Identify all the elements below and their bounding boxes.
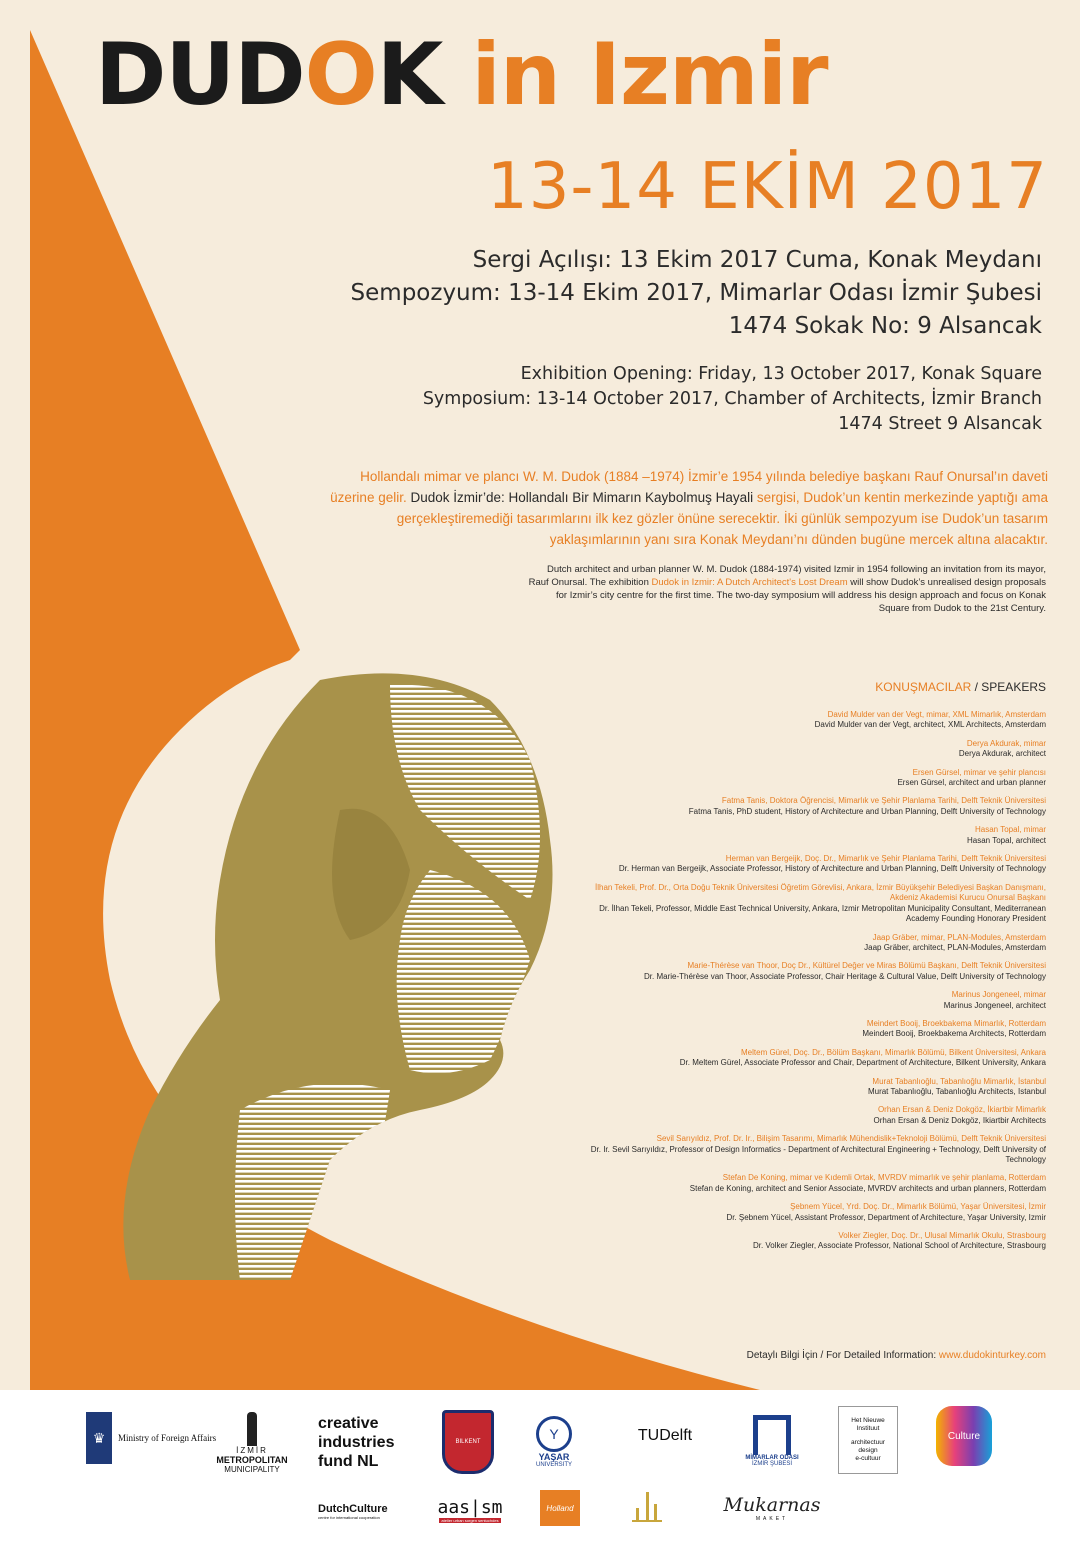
speaker-tr-line: Herman van Bergeijk, Doç. Dr., Mimarlık ve Şehir Planlama Tarihi, Delft Teknik Üniversitesi — [725, 854, 1046, 864]
izmir-label-3: MUNICIPALITY — [224, 1465, 280, 1474]
event-date: 13-14 EKİM 2017 — [486, 150, 1048, 224]
speaker-en-line: Dr. Ir. Sevil Sarıyıldız, Professor of Design Informatics - Department of Architectural Engineering + Technology, Delft University of Technology — [590, 1144, 1046, 1164]
tudelft-logo — [628, 1422, 702, 1450]
speaker-tr-line: Derya Akdurak, mimar — [966, 738, 1046, 748]
dutchculture-logo — [318, 1494, 398, 1528]
mimarlar-label-1: MİMARLAR ODASI — [745, 1455, 799, 1461]
title-o: O — [304, 25, 377, 125]
speaker-entry — [576, 933, 1046, 954]
turkish-event-info — [351, 244, 1042, 343]
detail-label: Detaylı Bilgi İçin / For Detailed Information: — [746, 1350, 937, 1361]
speaker-entry — [576, 961, 1046, 982]
speaker-en-line: Marinus Jongeneel, architect — [943, 1000, 1046, 1010]
tr-desc-part-2: sergisi, Dudok’un kentin merkezinde yaptığı ama gerçekleştiremediği tasarımlarını ilk kez gözler önüne serecektir. İki günlük sempozyum ise Dudok’un tasarım yaklaşımlarının yanı sıra Konak Meydanı’nı dünden bugüne mercek altına alacaktır. — [396, 490, 1048, 547]
het-nieuwe-instituut-logo — [838, 1406, 898, 1474]
speaker-tr-line: Volker Ziegler, Doç. Dr., Ulusal Mimarlık Okulu, Strasbourg — [838, 1231, 1046, 1241]
tr-info-line-2: Sempozyum: 13-14 Ekim 2017, Mimarlar Odası İzmir Şubesi — [350, 280, 1042, 306]
portrait-highlight-neck — [235, 1083, 390, 1280]
speaker-en-line: Hasan Topal, architect — [966, 835, 1046, 845]
sponsor-logos-footer — [0, 1390, 1080, 1543]
en-info-line-3: 1474 Street 9 Alsancak — [838, 414, 1042, 434]
speaker-tr-line: Stefan De Koning, mimar ve Kıdemli Ortak, MVRDV mimarlık ve şehir planlama, Rotterdam — [722, 1173, 1046, 1183]
speaker-tr-line: Şebnem Yücel, Yrd. Doç. Dr., Mimarlık Bölümü, Yaşar Üniversitesi, İzmir — [790, 1202, 1046, 1212]
english-event-info — [423, 362, 1042, 437]
dutchculture-sublabel: centre for international cooperation — [318, 1514, 380, 1520]
speaker-tr-line: Hasan Topal, mimar — [975, 825, 1046, 835]
speaker-en-line: Ersen Gürsel, architect and urban planner — [897, 778, 1046, 788]
yasar-university-logo — [526, 1410, 582, 1474]
culture-logo — [936, 1406, 992, 1466]
izmir-label-2: METROPOLITAN — [216, 1455, 288, 1465]
speaker-tr-line: İlhan Tekeli, Prof. Dr., Orta Doğu Teknik Üniversitesi Öğretim Görevlisi, Ankara, İzmir Büyükşehir Belediyesi Başkan Danışmanı, Akdeniz Akademisi Kurucu Onursal Başkanı — [595, 882, 1046, 903]
speaker-entry — [576, 1077, 1046, 1098]
speaker-en-line: Dr. Şebnem Yücel, Assistant Professor, Department of Architecture, Yaşar University, Izmir — [726, 1212, 1046, 1222]
poster-title — [95, 20, 1055, 130]
speaker-tr-line: Fatma Tanis, Doktora Öğrencisi, Mimarlık ve Şehir Planlama Tarihi, Delft Teknik Üniversitesi — [721, 796, 1046, 806]
tr-info-line-3: 1474 Sokak No: 9 Alsancak — [728, 313, 1042, 339]
tr-desc-part-1: Hollandalı mimar ve plancı W. M. Dudok (1884 –1974) İzmir’e 1954 yılında belediye başkanı Rauf Onursal’ın daveti üzerine gelir. — [330, 469, 1048, 505]
en-desc-part-2: will show Dudok’s unrealised design proposals for Izmir’s city centre for the first time. The two-day symposium will address his design approach and focus on Konak Square from Dudok to the 21st Century. — [556, 577, 1046, 614]
title-k: K — [376, 25, 443, 125]
mimarlar-emblem-icon — [753, 1415, 791, 1455]
mimarlar-odasi-logo — [744, 1408, 800, 1474]
speakers-heading-sep: / — [971, 680, 982, 694]
aassm-label: aas|sm — [437, 1497, 503, 1518]
speaker-entry — [576, 825, 1046, 846]
mimarlar-label-2: İZMİR ŞUBESİ — [751, 1461, 792, 1467]
speaker-entry — [576, 1048, 1046, 1069]
bilkent-logo — [442, 1410, 494, 1474]
website-link[interactable]: www.dudokinturkey.com — [938, 1350, 1046, 1361]
en-desc-exhibition-title: Dudok in Izmir: A Dutch Architect's Lost Dream — [651, 577, 848, 588]
speaker-en-line: Dr. Marie-Thérèse van Thoor, Associate Professor, Chair Heritage & Cultural Value, Delft University of Technology — [644, 971, 1046, 981]
culture-label: Culture — [947, 1430, 981, 1442]
speaker-en-line: Dr. Meltem Gürel, Associate Professor and Chair, Department of Architecture, Bilkent University, Ankara — [679, 1058, 1046, 1068]
tr-info-line-1: Sergi Açılışı: 13 Ekim 2017 Cuma, Konak Meydanı — [472, 247, 1042, 273]
tr-desc-exhibition-title: Dudok İzmir’de: Hollandalı Bir Mimarın Kaybolmuş Hayali — [410, 490, 754, 505]
ministry-emblem-icon: ♛ — [86, 1412, 112, 1464]
speaker-en-line: Fatma Tanis, PhD student, History of Architecture and Urban Planning, Delft University of Technology — [688, 806, 1046, 816]
aassm-sublabel: atelier urban sorgen sentuchdes — [441, 1518, 499, 1523]
speaker-en-line: Dr. Volker Ziegler, Associate Professor, National School of Architecture, Strasbourg — [752, 1241, 1046, 1251]
speaker-tr-line: Sevil Sarıyıldız, Prof. Dr. Ir., Bilişim Tasarımı, Mimarlık Mühendislik+Teknoloji Bölümü, Delft Teknik Üniversitesi — [656, 1134, 1046, 1144]
dutchculture-label: DutchCulture — [318, 1502, 388, 1515]
hni-label-3: architectuur — [851, 1439, 885, 1446]
creative-label-1: creative — [318, 1414, 379, 1432]
speaker-tr-line: Orhan Ersan & Deniz Dokgöz, İkiartbir Mimarlık — [877, 1105, 1046, 1115]
en-desc-part-1: Dutch architect and urban planner W. M. Dudok (1884-1974) visited Izmir in 1954 following an invitation from its mayor, Rauf Onursal. The exhibition — [528, 564, 1046, 588]
speakers-heading — [875, 680, 1046, 694]
speaker-entry — [576, 1202, 1046, 1223]
speaker-entry — [576, 990, 1046, 1011]
en-info-line-1: Exhibition Opening: Friday, 13 October 2017, Konak Square — [520, 364, 1042, 384]
izmir-municipality-logo — [212, 1408, 292, 1478]
bilkent-label: BILKENT — [455, 1439, 481, 1445]
speaker-entry — [576, 854, 1046, 875]
tudelft-label: TUDelft — [637, 1427, 693, 1444]
speaker-en-line: Murat Tabanlıoğlu, Tabanlıoğlu Architects, Istanbul — [867, 1086, 1046, 1096]
monument-icon — [632, 1490, 662, 1526]
hni-label-5: e-cultuur — [855, 1455, 881, 1462]
mukarnas-logo — [724, 1488, 820, 1528]
speaker-en-line: Stefan de Koning, architect and Senior Associate, MVRDV architects and urban planners, Rotterdam — [689, 1183, 1046, 1193]
monument-logo — [632, 1490, 662, 1526]
yasar-emblem-icon: Y — [536, 1416, 572, 1452]
speaker-tr-line: David Mulder van der Vegt, mimar, XML Mimarlık, Amsterdam — [827, 710, 1046, 719]
yasar-label-1: YAŞAR — [538, 1452, 570, 1462]
ministry-label: Ministry of Foreign Affairs — [118, 1433, 217, 1443]
holland-label: Holland — [546, 1503, 574, 1513]
creative-label-3: fund NL — [318, 1452, 379, 1470]
speaker-tr-line: Murat Tabanlıoğlu, Tabanlıoğlu Mimarlık, İstanbul — [872, 1076, 1046, 1086]
speaker-entry — [576, 796, 1046, 817]
en-info-line-2: Symposium: 13-14 October 2017, Chamber of Architects, İzmir Branch — [422, 389, 1042, 409]
speaker-tr-line: Marinus Jongeneel, mimar — [951, 990, 1046, 1000]
izmir-label-1: İZMİR — [236, 1446, 268, 1455]
speaker-en-line: Derya Akdurak, architect — [958, 749, 1046, 759]
english-description — [526, 563, 1046, 615]
speaker-en-line: Orhan Ersan & Deniz Dokgöz, Ikiartbir Architects — [873, 1115, 1046, 1125]
speaker-tr-line: Meindert Booij, Broekbakema Mimarlık, Rotterdam — [866, 1018, 1046, 1028]
speaker-entry — [576, 883, 1046, 925]
title-dud: DUD — [95, 25, 305, 125]
creative-label-2: industries — [318, 1433, 395, 1451]
speaker-entry — [576, 1134, 1046, 1165]
speaker-entry — [576, 1019, 1046, 1040]
detail-info — [747, 1350, 1046, 1361]
speaker-tr-line: Marie-Thérèse van Thoor, Doç Dr., Kültürel Değer ve Miras Bölümü Başkanı, Delft Teknik Üniversitesi — [687, 961, 1046, 971]
speaker-entry — [576, 1105, 1046, 1126]
speakers-heading-en: SPEAKERS — [981, 680, 1046, 694]
mukarnas-label: Mukarnas — [723, 1494, 821, 1516]
mukarnas-sublabel: MAKET — [755, 1516, 789, 1522]
yasar-label-2: UNIVERSITY — [535, 1462, 572, 1468]
turkish-description — [328, 466, 1048, 550]
hni-label-2: Instituut — [856, 1425, 880, 1432]
creative-industries-logo — [318, 1412, 418, 1472]
speaker-en-line: Jaap Gräber, architect, PLAN-Modules, Amsterdam — [864, 942, 1046, 952]
speaker-entry — [576, 710, 1046, 731]
speaker-tr-line: Meltem Gürel, Doç. Dr., Bölüm Başkanı, Mimarlık Bölümü, Bilkent Üniversitesi, Ankara — [741, 1047, 1046, 1057]
speaker-tr-line: Jaap Gräber, mimar, PLAN-Modules, Amsterdam — [872, 932, 1046, 942]
speaker-en-line: David Mulder van der Vegt, architect, XML Architects, Amsterdam — [814, 720, 1046, 730]
speaker-entry — [576, 739, 1046, 760]
speaker-entry — [576, 768, 1046, 789]
speakers-list — [576, 710, 1046, 1260]
hni-label-1: Het Nieuwe — [851, 1417, 885, 1424]
hni-label-4: design — [858, 1447, 878, 1454]
holland-logo — [540, 1490, 580, 1526]
speaker-en-line: Meindert Booij, Broekbakema Architects, Rotterdam — [862, 1029, 1046, 1039]
clock-tower-icon — [247, 1412, 257, 1446]
title-in-izmir: in Izmir — [471, 25, 828, 125]
speaker-entry — [576, 1173, 1046, 1194]
speaker-entry — [576, 1231, 1046, 1252]
aassm-logo — [434, 1492, 506, 1528]
speaker-en-line: Dr. Herman van Bergeijk, Associate Professor, History of Architecture and Urban Planning, Delft University of Technology — [618, 864, 1046, 874]
speakers-heading-tr: KONUŞMACILAR — [875, 680, 972, 694]
speaker-en-line: Dr. İlhan Tekeli, Professor, Middle East Technical University, Ankara, Izmir Metropolitan Municipality Consultant, Mediterranean Academy Founding Honorary President — [599, 903, 1046, 924]
speaker-tr-line: Ersen Gürsel, mimar ve şehir plancısı — [912, 767, 1046, 777]
